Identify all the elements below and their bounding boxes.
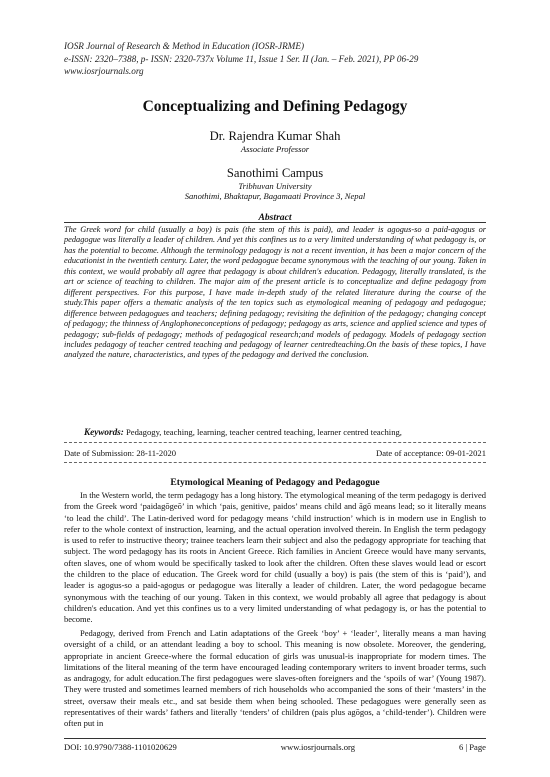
author-name: Dr. Rajendra Kumar Shah [209, 129, 341, 143]
journal-issn: e-ISSN: 2320–7388, p- ISSN: 2320-737x Volume 11, Issue 1 Ser. II (Jan. – Feb. 2021), PP 06-29 [64, 53, 419, 64]
campus-address: Sanothimi, Bhaktapur, Bagamaati Province 3, Nepal [184, 191, 366, 201]
keywords-text: Pedagogy, teaching, learning, teacher centred teaching, learner centred teaching, [125, 427, 402, 437]
footer-divider [64, 738, 486, 739]
page-footer [64, 742, 486, 752]
affiliation-block [0, 166, 550, 201]
university-name: Tribhuvan University [238, 181, 312, 191]
submission-date: Date of Submission: 28-11-2020 [64, 448, 177, 458]
dates-bottom-divider [64, 462, 486, 463]
paper-title: Conceptualizing and Defining Pedagogy [142, 98, 408, 115]
journal-name: IOSR Journal of Research & Method in Education (IOSR-JRME) [64, 41, 305, 51]
body-paragraph-1 [64, 490, 486, 626]
author-block [0, 129, 550, 154]
footer-doi[interactable]: DOI: 10.9790/7388-1101020629 [64, 742, 177, 752]
paragraph-text: In the Western world, the term pedagogy has a long history. The etymological meaning of the term pedagogy is derived from the Greek word ‘paidagōgeō’ in which ‘pais, genitive, paidos’ means child and āgō means lead; so it literally means ‘to lead the child’. The Latin-derived word for pedagogy means ‘child instruction’ which is in modern use in English to refer to the whole context of instruction, learning, and the actual operation involved therein. In English the term pedagogy is used to refer to instructive theory; trainee teachers learn their subject and also the pedagogy appropriate for teaching that subject. The word pedagogy has its roots in Ancient Greece. Rich families in Ancient Greece would have many servants, often slaves, one of whom would be specifically tasked to look after the children. Often these slaves would lead or escort the children to the place of education. The Greek word for child (usually a boy) is pais (the stem of this is ‘paid’), and leader is agogus-so a paid-agogus or pedagogue was literally a leader of children. Later, the word pedagogue became synonymous with the teaching of our young. Taken in this context, we would probably all agree that pedagogy is about children's education. And yet this confines us to a very limited understanding of what pedagogy is, or has the potential to become. [64, 490, 486, 625]
dates-top-divider [64, 442, 486, 443]
journal-header [64, 40, 494, 78]
abstract-text: The Greek word for child (usually a boy) is pais (the stem of this is paid), and leader is agogus-so a paid-agogus or pedagogue was literally a leader of children. And yet this confines us to a very limited understanding of what pedagogy is, or has the potential to become. Although the terminology pedagogy is not a recent invention, it has been a major concern of the educationist in the twentieth century. Later, the word pedagogue became synonymous with the teaching of our young. Taken in this context, we would probably all agree that pedagogy is about children's education. Pedagogy, literally translated, is the art or science of teaching to children. The major aim of the present article is to conceptualize and define pedagogy from different perspectives. For this purpose, I have made in-depth study of the related literature during the course of the study.This paper offers a thematic analysis of the ten topics such as etymological meaning of pedagogy and pedagogue; difference between pedagogues and teachers; defining pedagogy; revisiting the definition of the pedagogy; changing concept of pedagogy; the thinness of Anglophoneconceptions of pedagogy; pedagogy as arts, science and applied science and types of pedagogy; sub-fields of pedagogy; methods of pedagogical research;and models of pedagogy. Models of pedagogy section includes pedagogy of teacher centred teaching and pedagogy of learner centredteaching.On the basis of these topics, I have analyzed the nature, characteristics, and types of the pedagogy and derived the conclusion. [64, 225, 486, 360]
dates-row [64, 448, 486, 458]
section-heading: Etymological Meaning of Pedagogy and Pedagogue [170, 477, 380, 488]
footer-url[interactable]: www.iosrjournals.org [280, 742, 356, 752]
body-paragraph-2 [64, 628, 486, 730]
keywords-label: Keywords: [84, 427, 124, 437]
acceptance-date: Date of acceptance: 09-01-2021 [376, 448, 486, 458]
paragraph-text: Pedagogy, derived from French and Latin adaptations of the Greek ‘boy’ + ‘leader’, literally means a man having oversight of a child, or an attendant leading a boy to school. This meaning is now obsolete. Moreover, the gendering, appropriate in ancient Greece-where the formal education of girls was unusual-is inappropriate for modern times. The limitations of the literal meaning of the term have encouraged leading contemporary writers to invent broader terms, such as andragogy, for adult education.The first pedagogues were slaves-often foreigners and the ‘spoils of war’ (Young 1987). They were trusted and sometimes learned members of rich households who accompanied the sons of their ‘masters’ in the street, oversaw their meals etc., and sat beside them when being schooled. These pedagogues were generally seen as representatives of their wards’ fathers and literally ‘tenders’ of children (pais plus agōgos, a ‘child-tender’). Children were often put in [64, 628, 486, 729]
footer-page: 6 | Page [458, 742, 486, 752]
campus-name: Sanothimi Campus [226, 166, 324, 180]
author-role: Associate Professor [240, 144, 310, 154]
abstract-divider [64, 222, 486, 223]
keywords-line [84, 427, 494, 437]
abstract-heading: Abstract [258, 212, 292, 223]
journal-url[interactable]: www.iosrjournals.org [64, 66, 144, 76]
